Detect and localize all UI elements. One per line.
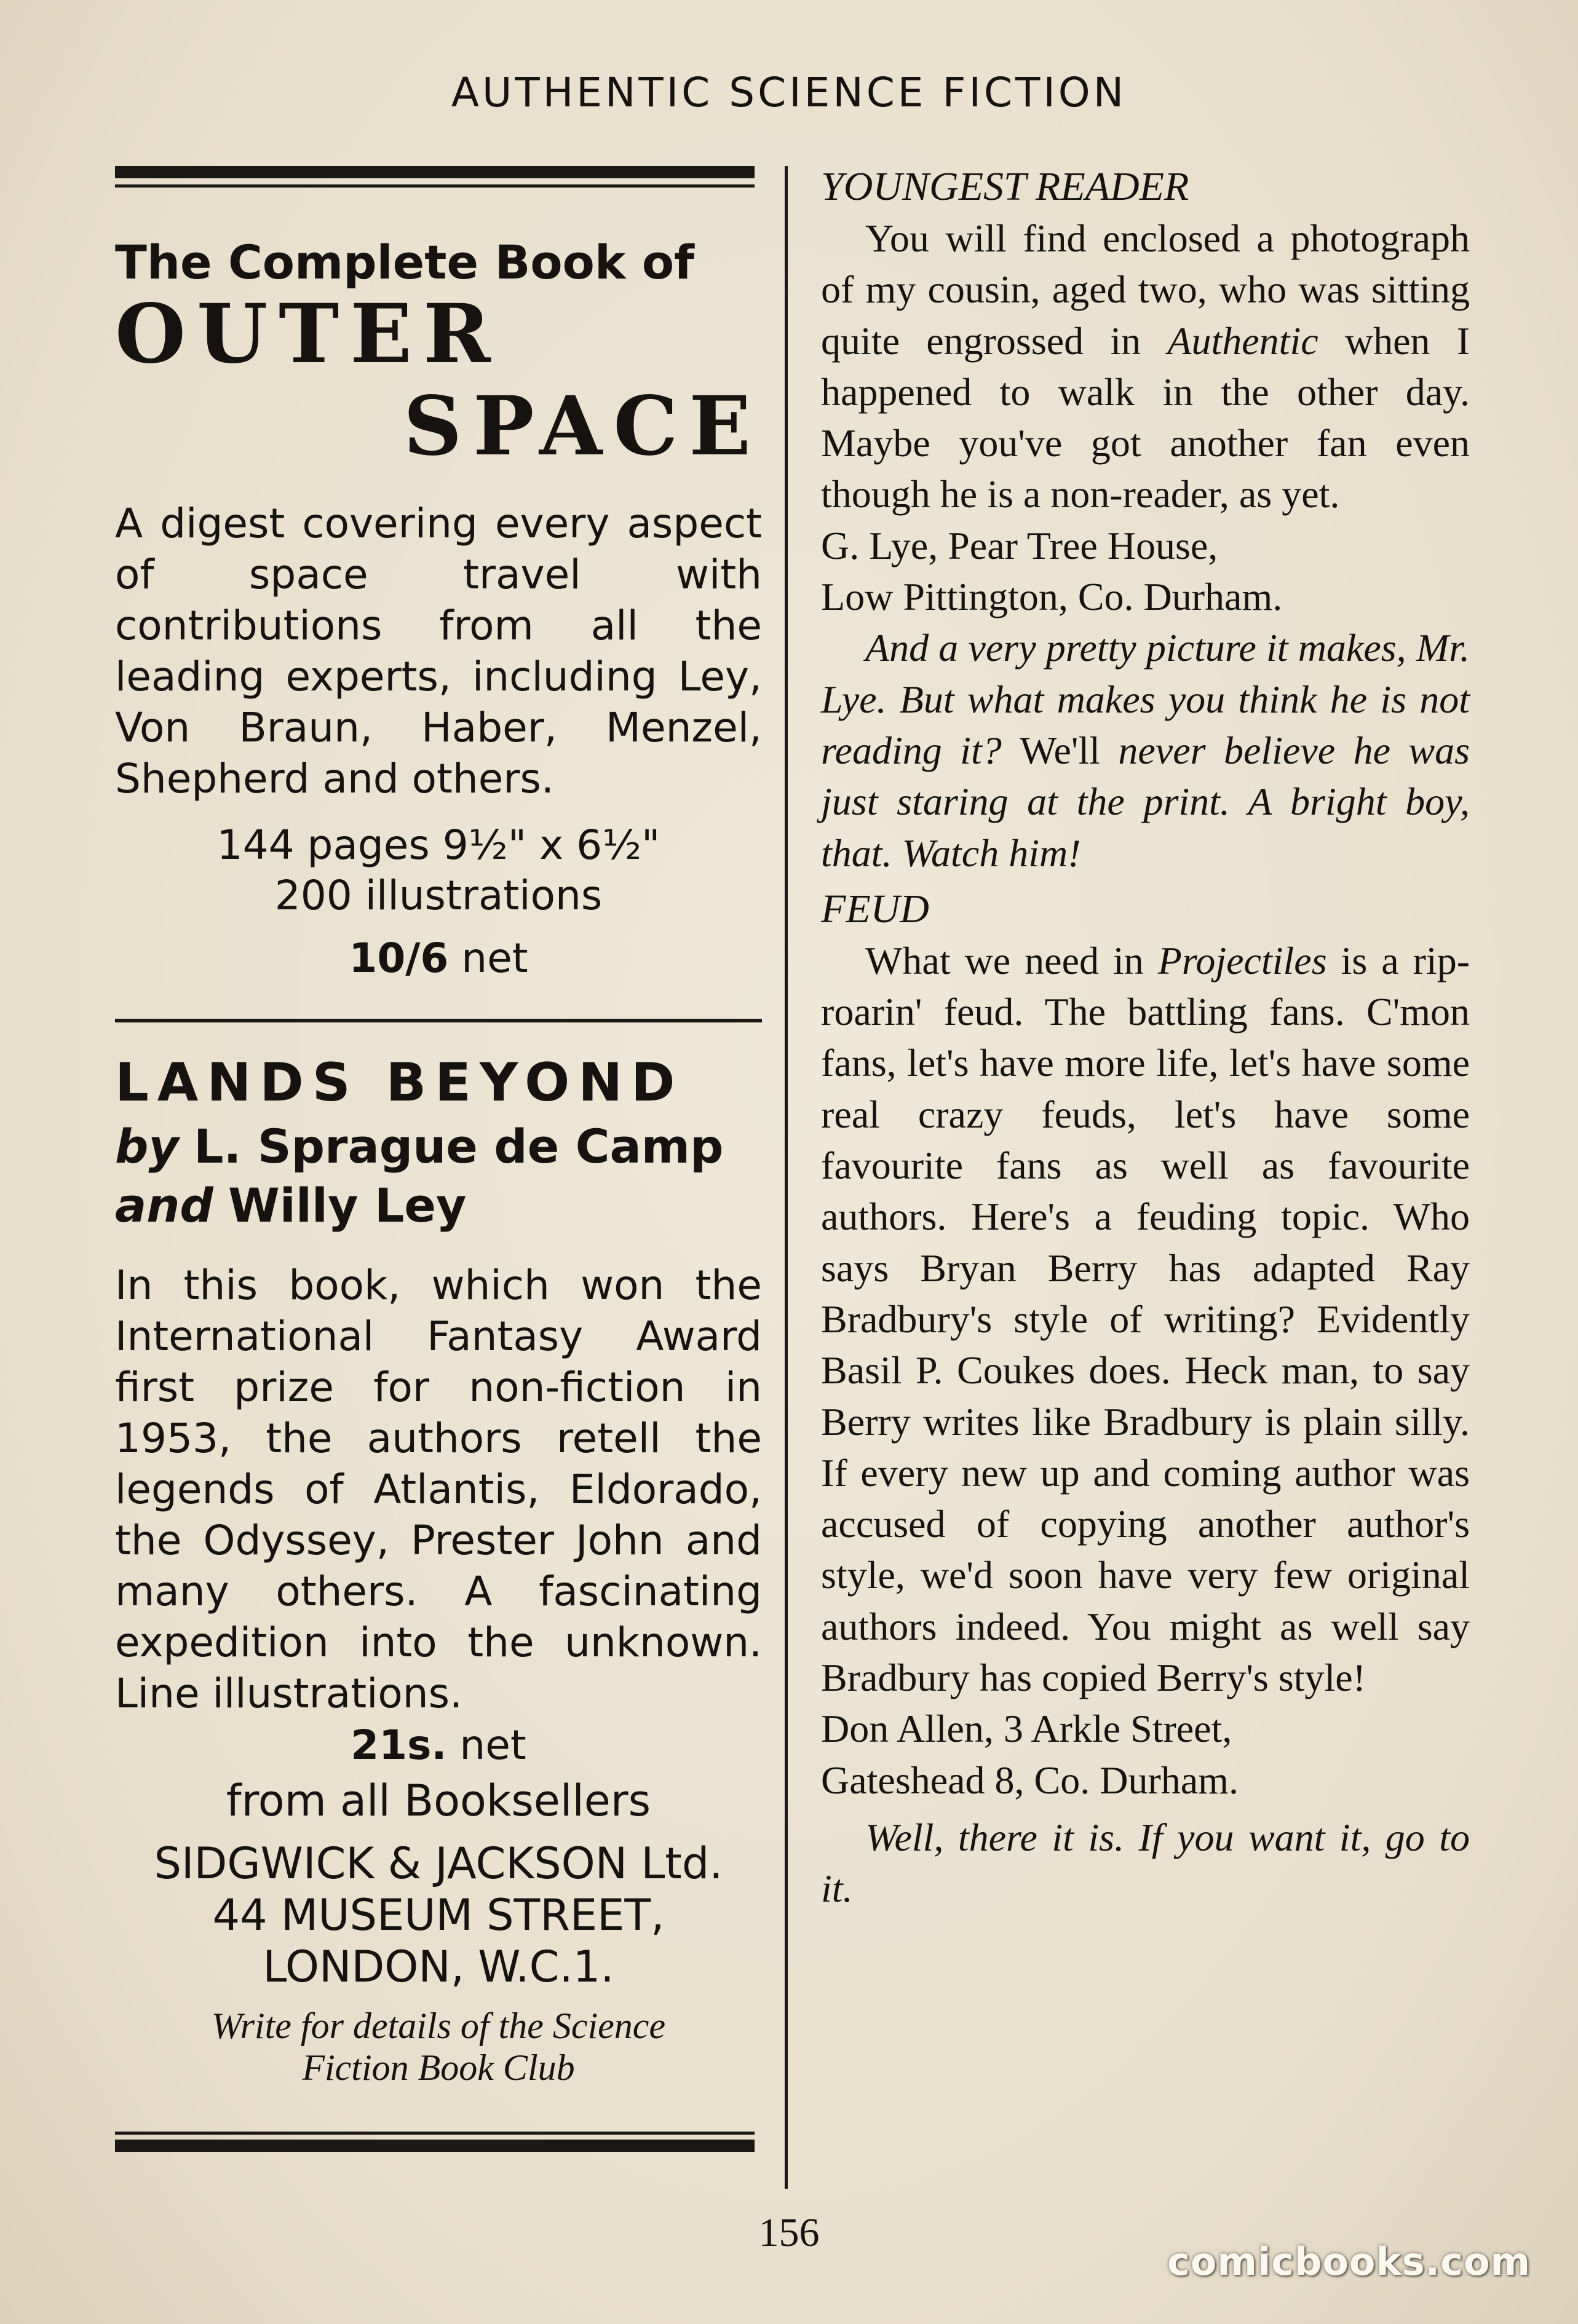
ad-lands-price-suffix: net	[459, 1721, 526, 1769]
advertisement-column	[115, 166, 762, 2152]
letter-title: YOUNGEST READER	[821, 164, 1189, 209]
book-club-line-2: Fiction Book Club	[302, 2047, 575, 2088]
ad-price	[115, 935, 762, 982]
by-word: by	[115, 1118, 179, 1174]
editor-reply	[821, 622, 1470, 878]
ad-description: A digest covering every aspect of space travel with contributions from all the leading experts, including Ley, Von Braun, Haber, Menzel, Shepherd and others.	[115, 499, 762, 802]
ad-separator-rule	[115, 1019, 762, 1022]
ad-price-value: 10/6	[349, 934, 449, 982]
ad-byline	[115, 1117, 762, 1235]
page-number: 156	[758, 2210, 820, 2255]
reply-upright-word: We'll	[1020, 728, 1100, 772]
ad-title-space: SPACE	[403, 379, 762, 475]
editor-reply: Well, there it is. If you want it, go to it.	[821, 1815, 1470, 1911]
ad-lands-beyond	[115, 1052, 762, 2089]
letter-title: FEUD	[821, 886, 929, 931]
book-club-line-1: Write for details of the Science	[211, 2005, 666, 2046]
signature-name: Don Allen, 3 Arkle Street,	[821, 1707, 1232, 1751]
publisher-address	[115, 1838, 762, 1993]
signature-address: Gateshead 8, Co. Durham.	[821, 1758, 1239, 1802]
publisher-name: SIDGWICK & JACKSON Ltd.	[154, 1838, 723, 1889]
ad-lands-price	[115, 1721, 762, 1769]
author-1: L. Sprague de Camp	[194, 1118, 724, 1174]
letter-feud	[821, 883, 1470, 1915]
ad-illustrations: 200 illustrations	[274, 871, 603, 919]
column-title: Projectiles	[1157, 938, 1327, 982]
letter-body	[821, 213, 1470, 520]
letter-body	[821, 935, 1470, 1703]
publisher-city: LONDON, W.C.1.	[263, 1941, 614, 1992]
author-2: Willy Ley	[228, 1177, 467, 1233]
signature-address: Low Pittington, Co. Durham.	[821, 575, 1283, 619]
ad-lands-price-value: 21s.	[351, 1721, 447, 1769]
ad-title-outer: OUTER	[115, 286, 502, 382]
bottom-thick-rule	[115, 2140, 755, 2152]
letter-body-text: You will find enclosed a photograph of my cousin, aged two, who was sitting quite engrossed in	[821, 216, 1470, 363]
signature-name: G. Lye, Pear Tree House,	[821, 523, 1218, 567]
letters-column	[821, 161, 1470, 1915]
letter-signature	[821, 520, 1470, 623]
ad-price-suffix: net	[461, 934, 528, 982]
reply-text: And a very pretty picture it makes, Mr. Lye. But what makes you think he is not reading it?	[821, 626, 1470, 772]
watermark: comicbooks.com	[1167, 2239, 1531, 2284]
top-thin-rule	[115, 184, 755, 188]
ad-intro: The Complete Book of	[115, 235, 695, 290]
top-thick-rule	[115, 166, 755, 178]
letter-signature	[821, 1703, 1470, 1806]
letter-body-text-cont: is a rip-roarin' feud. The battling fans. C'mon fans, let's have more life, let's have some real crazy feuds, let's have some favourite fans as well as favourite authors. Here's a feuding topic. Who says Bryan Berry has adapted Ray Bradbury's style of writing? Evidently Basil P. Coukes does. Heck man, to say Berry writes like Bradbury is plain silly. If every new up and coming author was accused of copying another author's style, we'd soon have very few original authors indeed. You might as well say Bradbury has copied Berry's style!	[821, 938, 1470, 1700]
letter-youngest-reader	[821, 161, 1470, 879]
running-header: AUTHENTIC SCIENCE FICTION	[451, 69, 1127, 116]
ad-outer-space	[115, 237, 762, 982]
letter-body-text: What we need in	[865, 938, 1158, 982]
ad-pages: 144 pages 9½" x 6½"	[216, 821, 660, 869]
publisher-street: 44 MUSEUM STREET,	[212, 1889, 665, 1940]
ad-specs	[115, 820, 762, 921]
book-club-note	[115, 2005, 762, 2089]
ad-lands-title: LANDS BEYOND	[115, 1051, 684, 1113]
letter-body-text-cont: when I happened to walk in the other day. Maybe you've got another fan even though he is a non-reader, as yet.	[821, 318, 1470, 516]
ad-lands-description: In this book, which won the International Fantasy Award first prize for non-fiction in 1953, the authors retell the legends of Atlantis, Eldorado, the Odyssey, Prester John and many others. A fascinating expedition into the unknown. Line illustrations.	[115, 1261, 762, 1717]
magazine-title: Authentic	[1167, 318, 1318, 363]
reply-text-cont: never believe he was just staring at the print. A bright boy, that. Watch him!	[821, 728, 1470, 875]
ad-availability: from all Booksellers	[226, 1775, 651, 1826]
column-divider	[785, 166, 788, 2189]
and-word: and	[115, 1177, 213, 1233]
bottom-thin-rule	[115, 2132, 755, 2135]
